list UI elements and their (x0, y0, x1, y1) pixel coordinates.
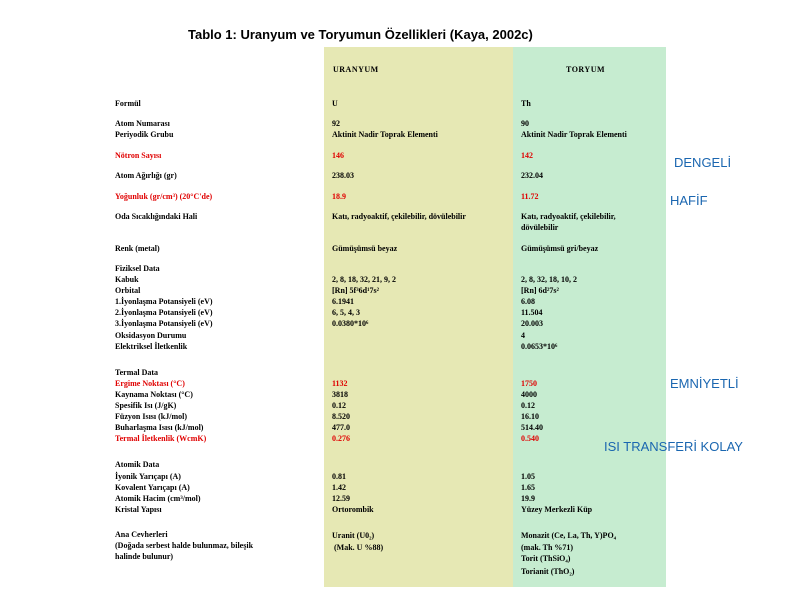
side-note-isi-transferi: ISI TRANSFERİ KOLAY (604, 439, 743, 454)
toryum-oksidasyon: 4 (521, 331, 525, 340)
uranyum-atom-agirligi: 238.03 (332, 171, 354, 180)
row-label-kristal-yapisi: Kristal Yapısı (115, 505, 162, 514)
uranyum-kaynama-noktasi: 3818 (332, 390, 348, 399)
uranyum-orbital: [Rn] 5f³6d¹7s² (332, 286, 379, 295)
row-label-periyodik-grubu: Periyodik Grubu (115, 130, 174, 139)
toryum-cevher-3: Torit (ThSiO₄) (521, 554, 571, 563)
row-label-kovalent-yaricap: Kovalent Yarıçapı (A) (115, 483, 190, 492)
toryum-atomik-hacim: 19.9 (521, 494, 535, 503)
row-label-spesifik-isi: Spesifik Isı (J/gK) (115, 401, 177, 410)
row-label-elektriksel-iletkenlik: Elektriksel İletkenlik (115, 342, 188, 351)
row-label-kaynama-noktasi: Kaynama Noktası (°C) (115, 390, 193, 399)
uranyum-periyodik-grubu: Aktinit Nadir Toprak Elementi (332, 130, 438, 139)
toryum-orbital: [Rn] 6d²7s² (521, 286, 559, 295)
side-note-hafif: HAFİF (670, 193, 708, 208)
uranyum-oda-sicakligi-hali: Katı, radyoaktif, çekilebilir, dövülebilir (332, 212, 466, 221)
row-label-kabuk: Kabuk (115, 275, 139, 284)
row-label-notron-sayisi: Nötron Sayısı (115, 151, 162, 160)
row-label-iyonlasma-2: 2.İyonlaşma Potansiyeli (eV) (115, 308, 213, 317)
toryum-formul: Th (521, 99, 531, 108)
section-termal-data: Termal Data (115, 368, 159, 377)
toryum-atom-agirligi: 232.04 (521, 171, 543, 180)
row-label-ana-cevherleri-note-2: halinde bulunur) (115, 552, 174, 561)
row-label-atom-agirligi: Atom Ağırlığı (gr) (115, 171, 177, 180)
toryum-periyodik-grubu: Aktinit Nadir Toprak Elementi (521, 130, 627, 139)
uranyum-atomik-hacim: 12.59 (332, 494, 350, 503)
toryum-iyonlasma-3: 20.003 (521, 319, 543, 328)
uranyum-fuzyon-isisi: 8.520 (332, 412, 350, 421)
toryum-header: TORYUM (566, 65, 606, 74)
uranyum-formul: U (332, 99, 338, 108)
toryum-kabuk: 2, 8, 32, 18, 10, 2 (521, 275, 577, 284)
uranyum-notron-sayisi: 146 (332, 151, 344, 160)
side-note-dengeli: DENGELİ (674, 155, 732, 170)
uranyum-iyonlasma-2: 6, 5, 4, 3 (332, 308, 360, 317)
row-label-oksidasyon: Oksidasyon Durumu (115, 331, 187, 340)
toryum-kristal-yapisi: Yüzey Merkezli Küp (521, 505, 593, 514)
row-label-yogunluk: Yoğunluk (gr/cm³) (20°C'de) (115, 192, 213, 201)
uranyum-iyonlasma-1: 6.1941 (332, 297, 354, 306)
toryum-notron-sayisi: 142 (521, 151, 533, 160)
toryum-oda-sicakligi-hali-2: dövülebilir (521, 223, 559, 232)
row-label-iyonlasma-1: 1.İyonlaşma Potansiyeli (eV) (115, 297, 213, 306)
uranyum-ergime-noktasi: 1132 (332, 379, 348, 388)
uranyum-atom-numarasi: 92 (332, 119, 340, 128)
section-fiziksel-data: Fiziksel Data (115, 264, 160, 273)
toryum-buharlasma-isisi: 514.40 (521, 423, 543, 432)
uranyum-renk: Gümüşümsü beyaz (332, 244, 398, 253)
uranyum-kabuk: 2, 8, 18, 32, 21, 9, 2 (332, 275, 396, 284)
uranyum-kristal-yapisi: Ortorombik (332, 505, 374, 514)
toryum-fuzyon-isisi: 16.10 (521, 412, 539, 421)
toryum-yogunluk: 11.72 (521, 192, 539, 201)
toryum-cevher-2: (mak. Th %71) (521, 543, 574, 552)
toryum-termal-iletkenlik: 0.540 (521, 434, 539, 443)
section-atomik-data: Atomik Data (115, 460, 160, 469)
toryum-elektriksel-iletkenlik: 0.0653*10⁶ (521, 342, 558, 351)
toryum-spesifik-isi: 0.12 (521, 401, 535, 410)
uranyum-termal-iletkenlik: 0.276 (332, 434, 350, 443)
toryum-ergime-noktasi: 1750 (521, 379, 537, 388)
row-label-renk: Renk (metal) (115, 244, 160, 253)
uranyum-iyonlasma-3: 0.0380*10⁶ (332, 319, 369, 328)
uranyum-cevher-1: Uranit (U0₂) (332, 531, 375, 540)
row-label-formul: Formül (115, 99, 141, 108)
uranyum-iyonik-yaricap: 0.81 (332, 472, 346, 481)
toryum-cevher-4: Torianit (ThO₂) (521, 567, 575, 576)
uranyum-buharlasma-isisi: 477.0 (332, 423, 350, 432)
uranyum-spesifik-isi: 0.12 (332, 401, 346, 410)
uranyum-cevher-2: (Mak. U %88) (334, 543, 384, 552)
row-label-ana-cevherleri: Ana Cevherleri (115, 530, 168, 539)
toryum-iyonik-yaricap: 1.05 (521, 472, 535, 481)
toryum-cevher-1: Monazit (Ce, La, Th, Y)PO₄ (521, 531, 617, 540)
toryum-kovalent-yaricap: 1.65 (521, 483, 535, 492)
row-label-fuzyon-isisi: Füzyon Isısı (kJ/mol) (115, 412, 188, 421)
row-label-termal-iletkenlik: Termal İletkenlik (WcmK) (115, 434, 207, 443)
toryum-atom-numarasi: 90 (521, 119, 529, 128)
row-label-buharlasma-isisi: Buharlaşma Isısı (kJ/mol) (115, 423, 204, 432)
row-label-ergime-noktasi: Ergime Noktası (°C) (115, 379, 185, 388)
uranyum-kovalent-yaricap: 1.42 (332, 483, 346, 492)
toryum-renk: Gümüşümsü gri/beyaz (521, 244, 599, 253)
side-note-emniyetli: EMNİYETLİ (670, 376, 739, 391)
row-label-iyonlasma-3: 3.İyonlaşma Potansiyeli (eV) (115, 319, 213, 328)
table-title: Tablo 1: Uranyum ve Toryumun Özellikleri (Kaya, 2002c) (188, 27, 533, 42)
toryum-iyonlasma-1: 6.08 (521, 297, 535, 306)
row-label-orbital: Orbital (115, 286, 141, 295)
row-label-atomik-hacim: Atomik Hacim (cm³/mol) (115, 494, 201, 503)
row-label-ana-cevherleri-note-1: (Doğada serbest halde bulunmaz, bileşik (115, 541, 254, 550)
toryum-iyonlasma-2: 11.504 (521, 308, 543, 317)
row-label-oda-sicakligi-hali: Oda Sıcaklığındaki Hali (115, 212, 198, 221)
toryum-oda-sicakligi-hali-1: Katı, radyoaktif, çekilebilir, (521, 212, 616, 221)
row-label-atom-numarasi: Atom Numarası (115, 119, 170, 128)
row-label-iyonik-yaricap: İyonik Yarıçapı (A) (115, 472, 181, 481)
uranyum-yogunluk: 18.9 (332, 192, 346, 201)
uranyum-header: URANYUM (333, 65, 379, 74)
toryum-kaynama-noktasi: 4000 (521, 390, 537, 399)
